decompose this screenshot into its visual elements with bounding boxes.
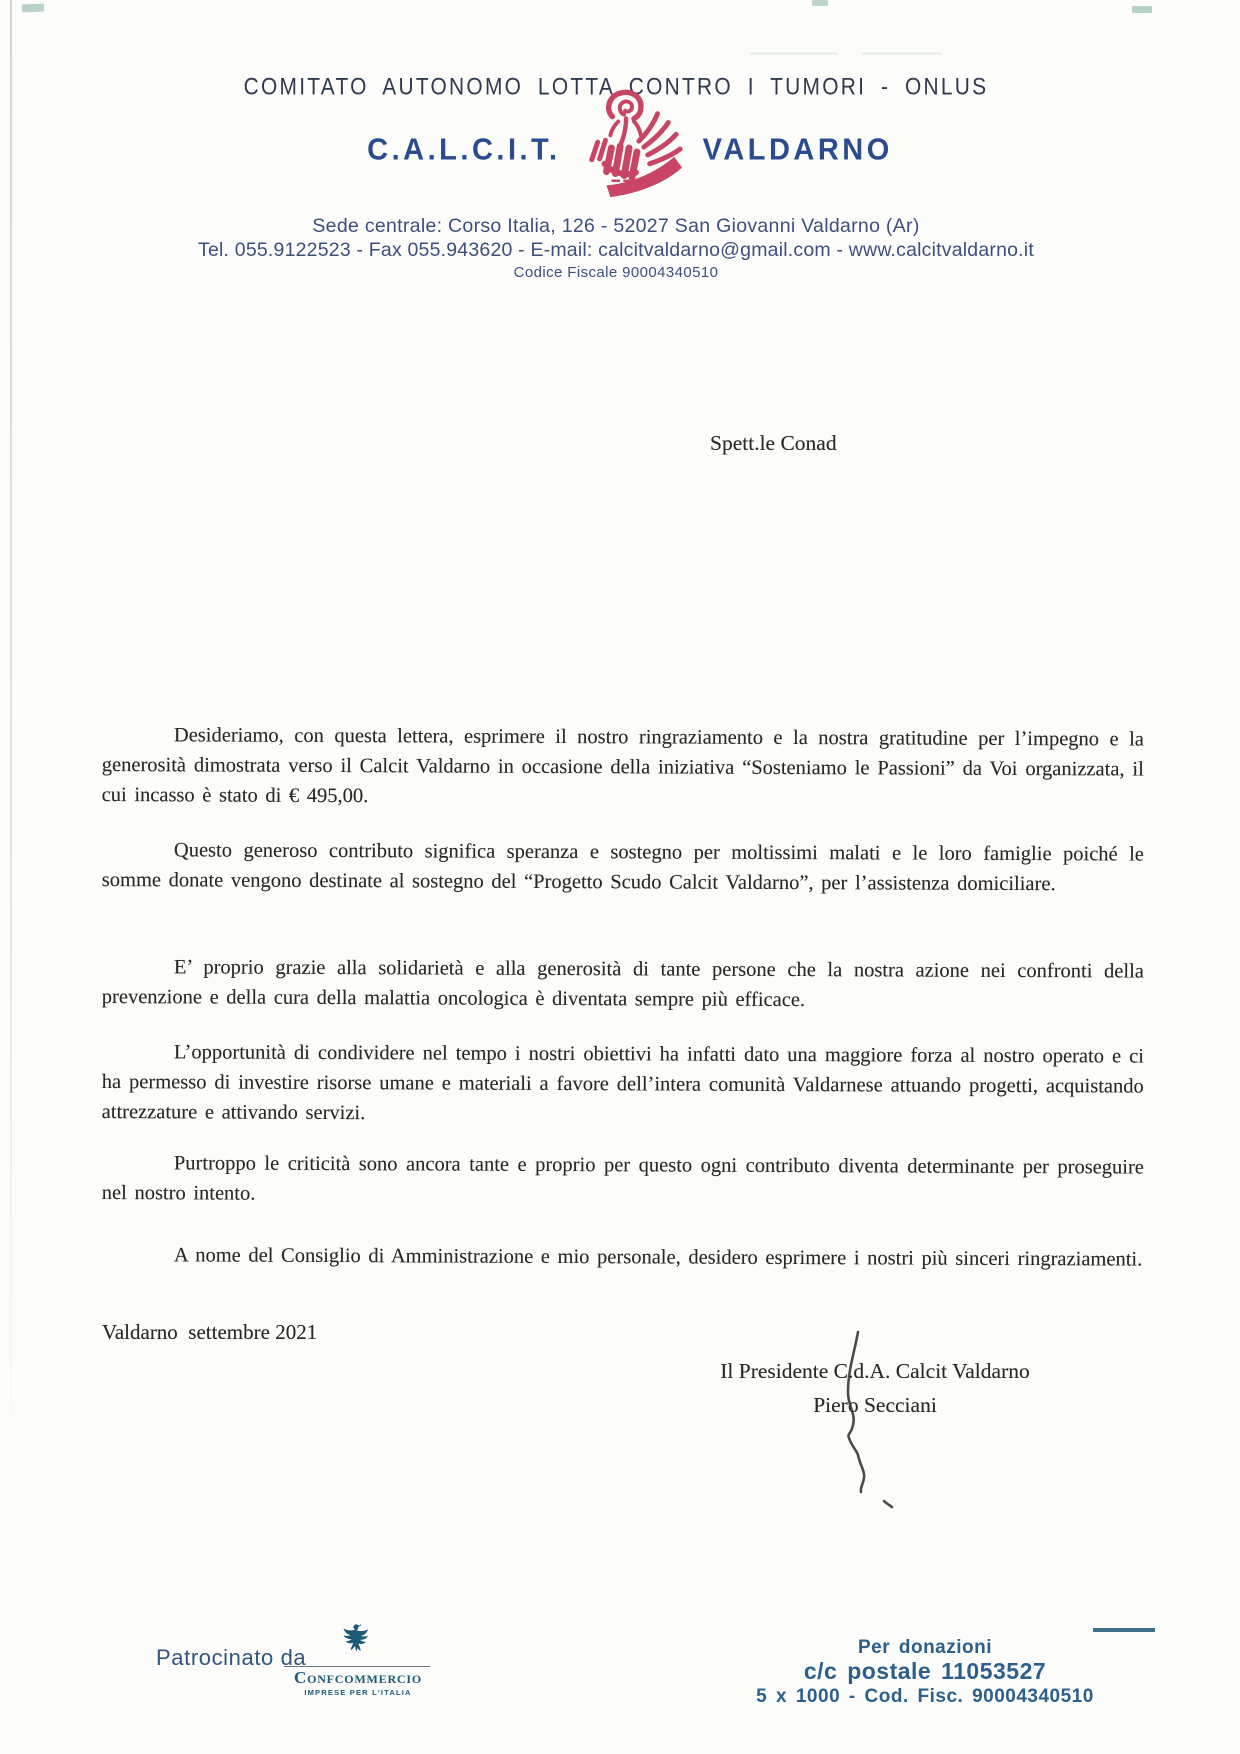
brand-row [14,85,1240,215]
brand-acronym: C.A.L.C.I.T. [367,132,561,167]
signature-role-line: Il Presidente C.d.A. Calcit Valdarno [720,1359,1030,1383]
sponsor-tagline: IMPRESE PER L'ITALIA [304,1688,412,1697]
scan-artifact [862,52,942,55]
scan-artifact [750,52,838,55]
signature-name-line: Piero Secciani [813,1393,937,1417]
brand-territory: VALDARNO [702,132,893,167]
letter-paragraph: L’opportunità di condividere nel tempo i nostri obiettivi ha infatti dato una maggiore forza al nostro operato e ci ha permesso di investire risorse umane e materiali a favore dell’intera comunità Valdarnese attuando progetti, acquistando attrezzature e attivando servizi. [101,1041,1144,1125]
recipient-line: Spett.le Conad [710,431,837,455]
handwritten-signature [820,1325,940,1515]
letter-paragraph: Purtroppo le criticità sono ancora tante e proprio per questo ogni contributo diventa determinante per proseguire nel nostro intento. [101,1152,1144,1205]
letter-paragraph: A nome del Consiglio di Amministrazione e mio personale, desidero esprimere i nostri più sinceri ringraziamenti. [173,1244,1143,1271]
dateline: Valdarno settembre 2021 [102,1320,318,1344]
donations-fiscal: 5 x 1000 - Cod. Fisc. 90004340510 [756,1686,1094,1707]
letter-paragraph: Desideriamo, con questa lettera, esprimere il nostro ringraziamento e la nostra gratitudine per l’impegno e la generosità dimostrata verso il Calcit Valdarno in occasione della iniziativa “Sosteniamo le Passioni” da Voi organizzata, il cui incasso è stato di € 495,00. [101,724,1144,808]
sponsor-name: Confcommercio [294,1668,422,1687]
rose-in-fist-icon [579,86,685,214]
fiscal-code-line: Codice Fiscale 90004340510 [513,264,719,281]
scan-artifact [812,0,828,6]
contacts-line: Tel. 055.9122523 - Fax 055.943620 - E-mail: calcitvaldarno@gmail.com - www.calcitvaldarno.it [198,239,1034,261]
scan-artifact [22,4,44,13]
letter-paragraph: Questo generoso contributo significa speranza e sostegno per moltissimi malati e le loro famiglie poiché le somme donate vengono destinate al sostegno del “Progetto Scudo Calcit Valdarno”, per l’assistenza domiciliare. [101,839,1144,896]
patronage-underline [284,1666,430,1667]
organization-name: COMITATO AUTONOMO LOTTA CONTRO I TUMORI - ONLUS [243,72,989,100]
donations-account: c/c postale 11053527 [803,1658,1047,1684]
donations-title: Per donazioni [857,1637,993,1658]
eagle-icon [340,1621,378,1657]
scan-artifact [1093,1628,1155,1632]
address-line: Sede centrale: Corso Italia, 126 - 52027 San Giovanni Valdarno (Ar) [312,215,920,237]
scan-artifact [1132,6,1152,13]
patronage-label: Patrocinato da [156,1645,307,1670]
letter-paragraph: E’ proprio grazie alla solidarietà e alla generosità di tante persone che la nostra azione nei confronti della prevenzione e della cura della malattia oncologica è diventata sempre più efficace. [101,956,1144,1012]
